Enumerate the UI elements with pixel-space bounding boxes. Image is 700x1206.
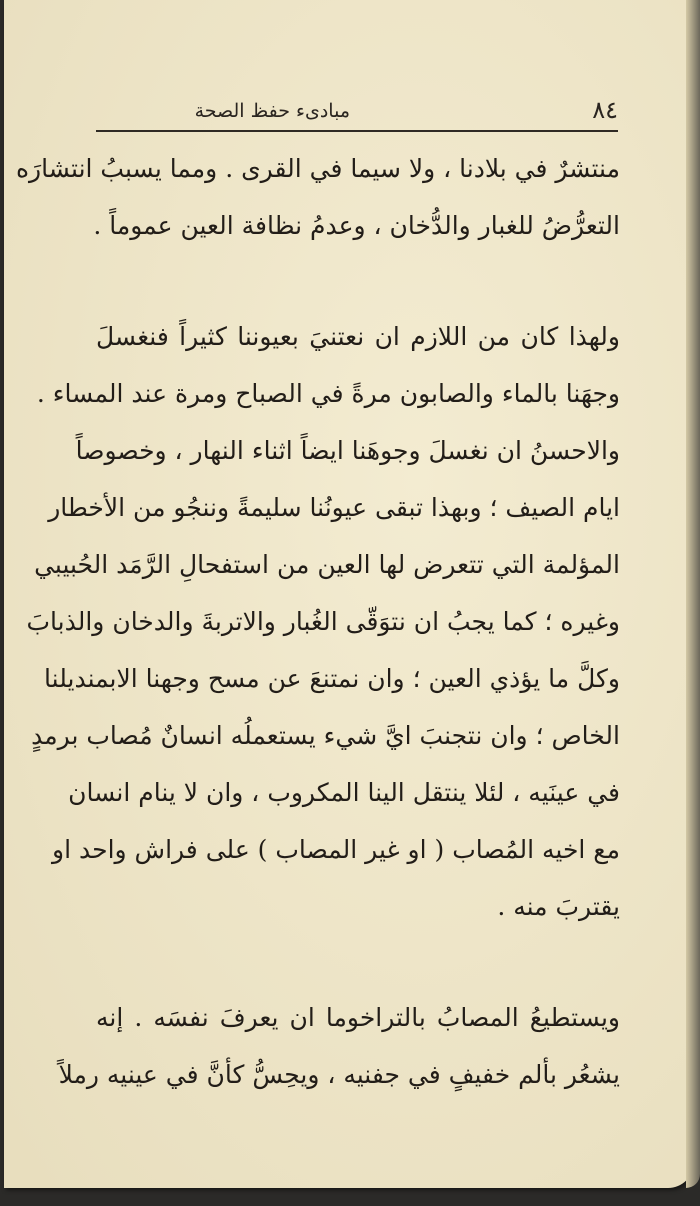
text-line: الخاص ؛ وان نتجنبَ ايَّ شيء يستعملُه انسانٌ مُصاب برمدٍ (31, 721, 620, 750)
text-line: ويستطيعُ المصابُ بالتراخوما ان يعرفَ نفسَه . إنه (96, 1003, 620, 1032)
text-line: يشعُر بألم خفيفٍ في جفنيه ، ويحِسُّ كأنَّ في عينيه رملاً (58, 1060, 620, 1089)
text-line: وجهَنا بالماء والصابون مرةً في الصباح ومرة عند المساء . (36, 379, 620, 408)
text-line: مع اخيه المُصاب ( او غير المصاب ) على فراش واحد او (52, 835, 620, 864)
book-page (4, 0, 694, 1188)
text-line: في عينَيه ، لئلا ينتقل الينا المكروب ، وان لا ينام انسان (68, 778, 620, 807)
paragraph (26, 308, 620, 935)
paragraph (15, 140, 620, 254)
paragraph (58, 989, 620, 1103)
text-line: ولهذا كان من اللازم ان نعتنيَ بعيوننا كثيراً فنغسلَ (96, 322, 620, 351)
text-line: والاحسنُ ان نغسلَ وجوهَنا ايضاً اثناء النهار ، وخصوصاً (75, 436, 620, 465)
text-line: منتشرٌ في بلادنا ، ولا سيما في القرى . ومما يسببُ انتشارَه (15, 154, 620, 183)
header-rule (96, 130, 618, 132)
text-line: وغيره ؛ كما يجبُ ان نتوَقّى الغُبار والاتربةَ والدخان والذبابَ (26, 607, 620, 636)
text-line: ايام الصيف ؛ وبهذا تبقى عيونُنا سليمةً وننجُو من الأخطار (48, 493, 620, 522)
body-text (15, 140, 620, 1103)
text-line: يقتربَ منه . (497, 892, 620, 921)
page-number: ٨٤ (592, 96, 618, 124)
page-header (96, 92, 618, 128)
text-line: التعرُّضُ للغبار والدُّخان ، وعدمُ نظافة العين عموماً . (93, 211, 620, 240)
text-line: وكلَّ ما يؤذي العين ؛ وان نمتنعَ عن مسح وجهنا الابمنديلنا (44, 664, 620, 693)
running-title: مبادیء حفظ الصحة (194, 100, 350, 122)
text-line: المؤلمة التي تتعرض لها العين من استفحالِ الرَّمَد الحُبيبي (34, 550, 620, 579)
